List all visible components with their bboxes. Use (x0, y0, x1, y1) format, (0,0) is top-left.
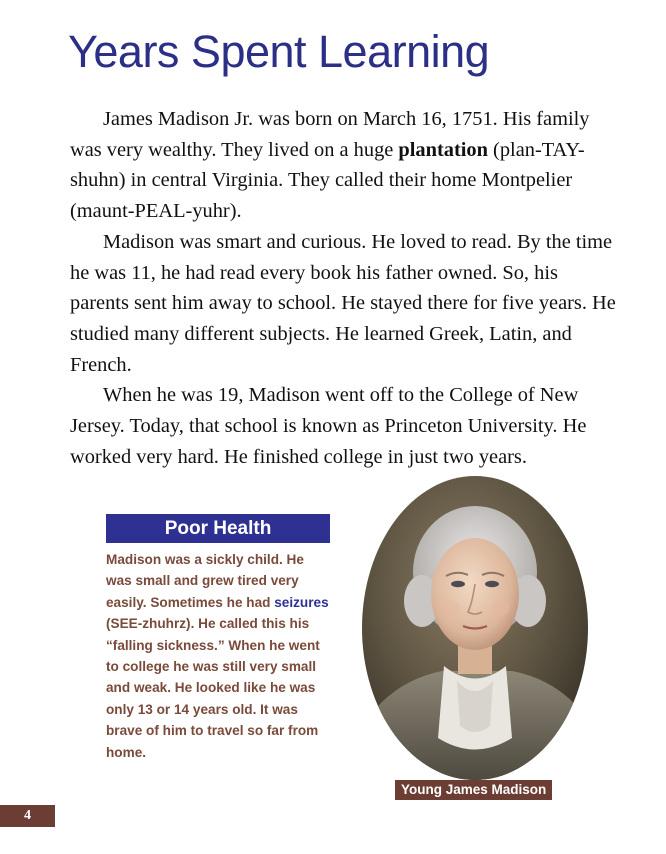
paragraph-3: When he was 19, Madison went off to the College of New Jersey. Today, that school is known as Princeton University. He worked very hard. He finished college in just two years. (70, 384, 587, 468)
sidebar-text-end: (SEE-zhuhrz). He called this his “falling sickness.” When he went to college he was still very small and weak. He looked like he was only 13 or 14 years old. It was brave of him to travel so far from home. (106, 616, 320, 760)
paragraph-1-text-end: (plan-TAY-shuhn) in central Virginia. They called their home Montpelier (maunt-PEAL-yuhr). (70, 138, 585, 223)
paragraph-2: Madison was smart and curious. He loved to read. By the time he was 11, he had read every book his father owned. So, his parents sent him away to school. He stayed there for five years. He studied many different subjects. He learned Greek, Latin, and French. (70, 230, 616, 376)
sidebar-text (106, 549, 330, 763)
body-text (70, 104, 618, 472)
page-number: 4 (0, 805, 55, 827)
vocab-seizures: seizures (274, 594, 329, 610)
sidebar-title: Poor Health (106, 514, 330, 543)
vocab-plantation: plantation (398, 138, 488, 161)
paragraph-1-text-start: James Madison Jr. was born on March 16, 1751. His family was very wealthy. They lived on a huge (70, 108, 590, 161)
poor-health-sidebar (106, 514, 330, 763)
sidebar-text-start: Madison was a sickly child. He was small and grew tired very easily. Sometimes he had (106, 552, 304, 610)
paragraph-1 (70, 104, 618, 227)
madison-portrait (362, 476, 588, 780)
page-title: Years Spent Learning (68, 26, 490, 77)
portrait-caption: Young James Madison (395, 780, 552, 800)
